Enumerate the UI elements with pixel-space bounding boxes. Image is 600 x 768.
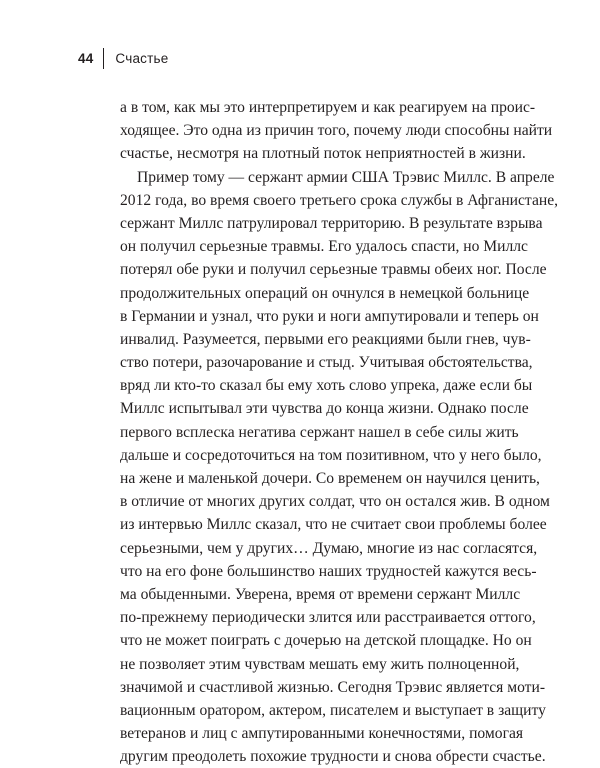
text-line: в отличие от многих других солдат, что он остался жив. В одном	[120, 493, 550, 511]
text-line: что не может поиграть с дочерью на детской площадке. Но он	[120, 632, 532, 650]
text-line: инвалид. Разумеется, первыми его реакциями были гнев, чув-	[120, 330, 531, 348]
text-line: ходящее. Это одна из причин того, почему люди способны найти	[120, 122, 553, 140]
body-text	[120, 96, 559, 768]
text-line: дальше и сосредоточиться на том позитивном, что у него было,	[120, 446, 542, 464]
text-line: по-прежнему периодически злится или расстраивается оттого,	[120, 609, 536, 627]
text-line: ма обыденными. Уверена, время от времени сержант Миллс	[120, 585, 521, 603]
text-line: Пример тому — сержант армии США Трэвис Миллс. В апреле	[137, 168, 555, 186]
text-line: ство потери, разочарование и стыд. Учитывая обстоятельства,	[120, 354, 533, 372]
text-line: счастье, несмотря на плотный поток неприятностей в жизни.	[120, 145, 526, 163]
text-line: он получил серьезные травмы. Его удалось спасти, но Миллс	[120, 238, 528, 256]
text-line: другим преодолеть похожие трудности и снова обрести счастье.	[120, 748, 546, 766]
text-line: ветеранов и лиц с ампутированными конечностями, помогая	[120, 725, 524, 743]
text-line: продолжительных операций он очнулся в немецкой больнице	[120, 284, 530, 302]
text-line: Миллс испытывал эти чувства до конца жизни. Однако после	[120, 400, 529, 418]
text-line: а в том, как мы это интерпретируем и как реагируем на проис-	[120, 99, 536, 116]
text-line: на жене и маленькой дочери. Со временем он научился ценить,	[120, 470, 540, 487]
text-line: вряд ли кто-то сказал бы ему хоть слово упрека, даже если бы	[120, 377, 533, 395]
text-line: потерял обе руки и получил серьезные травмы обеих ног. После	[120, 261, 547, 279]
text-line: сержант Миллс патрулировал территорию. В результате взрыва	[120, 214, 543, 232]
header-divider	[103, 48, 104, 69]
text-line: 2012 года, во время своего третьего срока службы в Афганистане,	[120, 191, 559, 209]
page-number: 44	[78, 50, 94, 66]
text-line: из интервью Миллс сказал, что не считает свои проблемы более	[120, 516, 547, 534]
text-line: первого всплеска негатива сержант нашел в себе силы жить	[120, 423, 519, 441]
text-line: серьезными, чем у других… Думаю, многие из нас согласятся,	[120, 539, 538, 557]
text-line: что на его фоне большинство наших трудностей кажутся весь-	[120, 562, 537, 580]
text-line: в Германии и узнал, что руки и ноги ампутировали и теперь он	[120, 307, 539, 325]
text-line: вационным оратором, актером, писателем и выступает в защиту	[120, 701, 546, 719]
chapter-title: Счастье	[115, 50, 169, 66]
text-line: значимой и счастливой жизнью. Сегодня Трэвис является моти-	[120, 678, 546, 696]
running-head	[78, 47, 168, 69]
text-line: не позволяет этим чувствам мешать ему жить полноценной,	[120, 655, 520, 673]
